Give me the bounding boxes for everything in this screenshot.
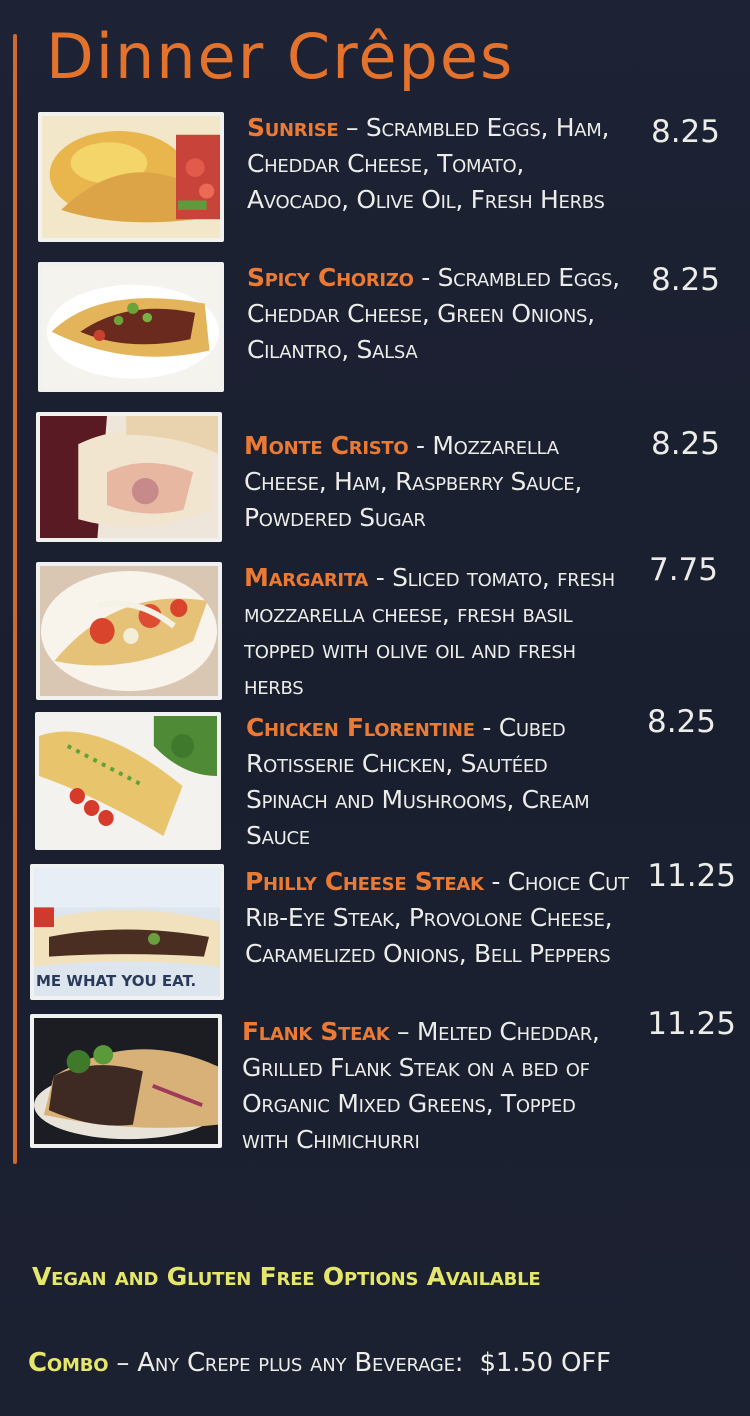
item-description: Scrambled Eggs, Ham, Cheddar Cheese, Tomato, Avocado, Olive Oil, Fresh Herbs	[247, 113, 610, 214]
chorizo-crepe-photo	[38, 262, 224, 392]
dietary-note: Vegan and Gluten Free Options Available	[32, 1262, 541, 1291]
combo-offer: Combo – Any Crepe plus any Beverage: $1.50 OFF	[28, 1348, 611, 1378]
page-title: Dinner Crêpes	[46, 20, 515, 93]
sunrise-crepe-photo	[38, 112, 224, 242]
item-description: Choice Cut Rib-Eye Steak, Provolone Cheese, Caramelized Onions, Bell Peppers	[245, 867, 629, 968]
item-price: 7.75	[648, 552, 718, 588]
item-name: Margarita	[244, 563, 369, 592]
item-price: 8.25	[650, 114, 720, 150]
margarita-crepe-photo	[36, 562, 222, 700]
item-price: 11.25	[647, 1006, 736, 1042]
flank-steak-crepe-photo	[30, 1014, 222, 1148]
chicken-florentine-crepe-photo	[35, 712, 221, 850]
accent-divider-line	[13, 34, 17, 1164]
item-name: Philly Cheese Steak	[245, 867, 484, 896]
item-description: Melted Cheddar, Grilled Flank Steak on a bed of Organic Mixed Greens, Topped with Chimichurri	[242, 1017, 600, 1154]
menu-board: Dinner Crêpes Sunrise – Scrambled Eggs, Ham, Cheddar Cheese, Tomato, Avocado, Olive Oil, Fresh Herbs 8.25 Spicy Chorizo - Scrambled Eggs, Cheddar Cheese, Green Onions, Cilantro, Salsa 8.25 Monte Cristo - Mozzarella Cheese, Ham, Raspberry Sauce, Powdered Sugar 8.25 Margarita - Sliced tomato, fresh mozzarella cheese, fresh basil topped with olive oil and fresh herbs 7.75 Chicken Florentine - Cubed Rotisserie Chicken, Sautéed Spinach and Mushrooms, Cream Sauce 8.25 ME WHAT YOU EAT. Philly Cheese Steak - Choice Cut Rib-Eye Steak, Provolone Cheese, Caramelized Onions, Bell Peppers 11.25 Flank Steak – Melted Cheddar, Grilled Flank Steak on a bed of Organic Mixed Greens, Topped with Chimichurri 11.25 Vegan and Gluten Free Options Available Combo – Any Crepe plus any Beverage: $1.50 OFF	[0, 0, 750, 1416]
philly-steak-crepe-photo	[30, 864, 224, 1000]
item-name: Monte Cristo	[244, 431, 409, 460]
combo-text: Any Crepe plus any Beverage: $1.50 OFF	[137, 1348, 611, 1378]
item-name: Chicken Florentine	[246, 713, 475, 742]
item-description: Mozzarella Cheese, Ham, Raspberry Sauce, Powdered Sugar	[244, 431, 583, 532]
item-name: Flank Steak	[242, 1017, 390, 1046]
item-price: 8.25	[646, 704, 716, 740]
item-name: Spicy Chorizo	[247, 263, 414, 292]
item-price: 11.25	[647, 858, 736, 894]
item-price: 8.25	[650, 426, 720, 462]
item-description: Scrambled Eggs, Cheddar Cheese, Green Onions, Cilantro, Salsa	[247, 263, 620, 364]
combo-label: Combo	[28, 1348, 109, 1378]
photo-caption: ME WHAT YOU EAT.	[36, 972, 197, 990]
item-description: Sliced tomato, fresh mozzarella cheese, fresh basil topped with olive oil and fresh herbs	[244, 563, 615, 700]
item-price: 8.25	[650, 262, 720, 298]
item-description: Cubed Rotisserie Chicken, Sautéed Spinach and Mushrooms, Cream Sauce	[246, 713, 590, 850]
item-name: Sunrise	[247, 113, 339, 142]
monte-cristo-crepe-photo	[36, 412, 222, 542]
